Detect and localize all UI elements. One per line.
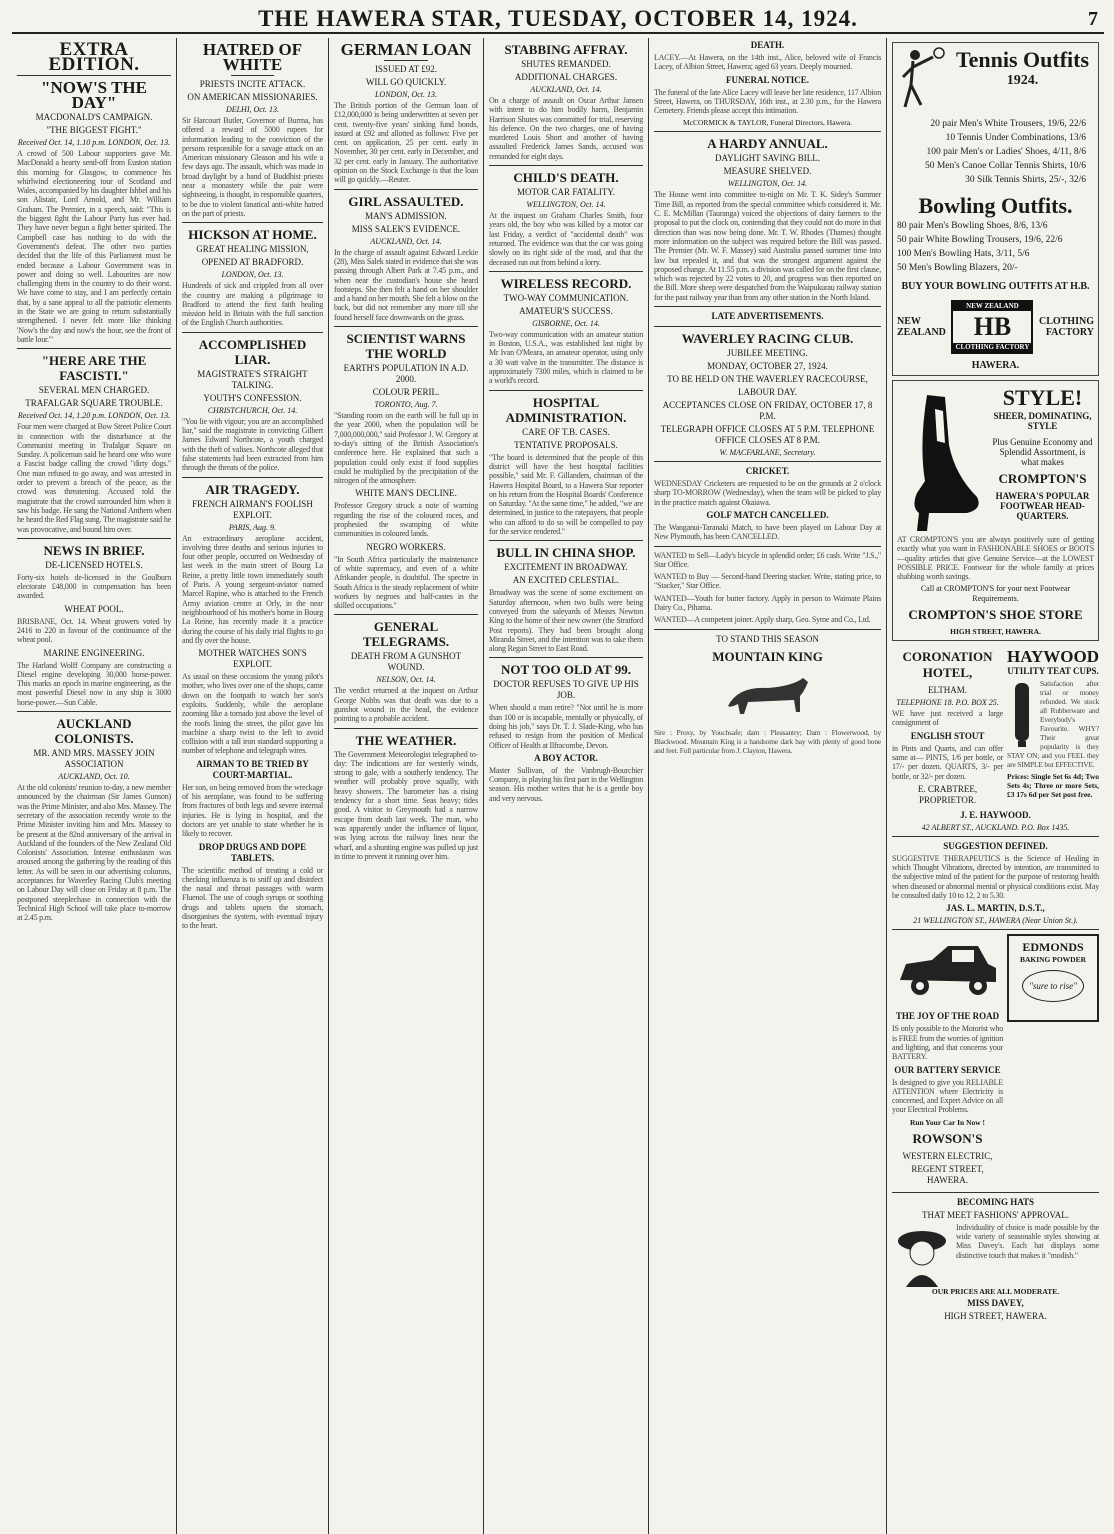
subheading: PRIESTS INCITE ATTACK. [199,79,306,89]
hb-text: NEW [897,316,921,327]
hb-logo-bottom: CLOTHING FACTORY [953,343,1031,352]
article-body: When should a man retire? "Not until he is more than 100 or is incapable, mentally or physically, of doing his job," says Dr. T. J. Slade-King, who has refused to resign from the position of Medical Officer of Health at Ilfracombe, Devon. [489,703,643,750]
subheading: MARINE ENGINEERING. [43,647,145,658]
tennis-player-icon [897,47,947,117]
classified-ad: WANTED to Sell—Lady's bicycle in splendid order; £6 cash. Write "J.S.," Star Office. [654,550,881,569]
dateline: CHRISTCHURCH, Oct. 14. [207,405,298,415]
article-body: On a charge of assault on Oscar Arthur Jansen with intent to do him bodily harm, Benjamin Harrison Shutes was committed for trial, reserving his defence. On the two charges, one of having murdered Louis Short and another of having assaulted Frederick James Sands, accused was remanded for eight days. [489,96,643,161]
suggestion-body: SUGGESTIVE THERAPEUTICS is the Science of Healing in which Thought Vibrations, directed by intention, are transmitted to the subjective mind of the patient for the purpose of restoring health when diseased or abnormal mental or physical conditions exist. May be consulted daily 10 to 12, 2 to 5.30. [892,853,1099,901]
dateline: DELHI, Oct. 13. [225,105,280,114]
notice-heading: DEATH. [750,40,785,50]
dateline: AUCKLAND, Oct. 10. [58,772,130,782]
dateline: AUCKLAND, Oct. 14. [530,85,602,94]
subheading: ADDITIONAL CHARGES. [514,72,618,82]
article-heading: GIRL ASSAULTED. [348,193,464,209]
subheading: OPENED AT BRADFORD. [201,257,304,268]
subheading: TENTATIVE PROPOSALS. [514,439,618,450]
dateline: LONDON, Oct. 13. [221,270,284,280]
hats-address: HIGH STREET, HAWERA. [944,1310,1047,1321]
column-4 [484,38,649,1534]
dateline: WELLINGTON, Oct. 14. [526,200,606,210]
notice-signature: McCORMICK & TAYLOR, Funeral Directors, Hawera. [683,118,852,128]
article-body: At the inquest on Graham Charles Smith, four years old, the boy who was killed by a motor car last Friday, a verdict of "accidental death" was returned. The evidence was that the car was going slowly on its right side of the road, and that the deceased ran out from behind a lorry. [489,211,643,267]
style-body: AT CROMPTON'S you are always positively sure of getting exactly what you want in FASHIONABLE SHOES or BOOTS—quality articles that give Genuine Service—at the LOWEST POSSIBLE PRICE. Footwear for the whole family at prices shabbing worth savings. [897,535,1094,582]
article-body: Her son, on being removed from the wreckage of his aeroplane, was found to be suffering from fractures of both legs and severe internal injuries. He is lying in hospital, and the doctors are yet unable to state whether he is likely to recover. [182,782,323,839]
tennis-title: Tennis Outfits [955,47,1090,72]
subheading: MACDONALD'S CAMPAIGN. [35,112,153,122]
classified-ad: WANTED to Buy — Second-hand Deering stacker. Write, stating price, to "Stacker," Star Office. [654,572,881,591]
suggestion-signature: JAS. L. MARTIN, D.S.T., [946,903,1045,914]
column-1 [12,38,177,1534]
edmonds-sub: BAKING POWDER [1019,955,1087,965]
article-body: The scientific method of treating a cold or checking influenza is to sniff up and disinfect the nasal and throat passages with warm Fluenol. The use of cough syrups or soothing drugs and tablets upsets the stomach, disorganises the system, with eventual injury to the heart. [182,865,323,931]
column-6-ads [887,38,1104,1534]
hb-town: HAWERA. [971,360,1020,371]
article-body: The House went into committee to-night on Mr. T. K. Sidey's Summer Time Bill, as reported from the special committee which considered it. Mr. C. E. McMillan (Tauranga) voiced the objections of dairy farmers to the proposal to put the clock on, contending that they could not do more in that direction than was now being done. Mr. T. W. Rhodes (Thames) thought more information on the subject was required before the Bill was passed. The Premier (Mr. W. F. Massey) said Australia passed summer time into law but repealed it, and that was the strongest argument against the proposed change. At 11.55 p.m. a division was called for on the first clause, which was rejected by 22 votes to 20, and progress was then reported on the Bill. More sheep were despatched from the Waipukurau railway station for the past railway year than from any other station in the North Island. [654,190,881,302]
subheading: SHUTES REMANDED. [521,59,611,69]
article-body: "In South Africa particularly the maintenance of white supremacy, and even of a white Afrikander people, is doubtful. The spectre in South Africa is the steady replacement of white workers by negroes and half-castes in the skilled occupations." [334,554,478,611]
article-body: The British portion of the German loan of £12,000,000 is being underwritten at seven per cent. twenty-five years' sinking fund bonds, issued at £92 and allotted as follows: Five per cent. on application, 25 per cent. early in November, 30 per cent. early in December, and 32 per cent. early in January. The authoritative opinion on the Stock Exchange is that the loan will go quickly.—Reuter. [334,101,478,185]
tennis-year: 1924. [1006,73,1039,88]
subheading: "THE BIGGEST FIGHT." [46,125,142,135]
hats-body: Individuality of choice is made possible by the wide variety of seasonable styles showing at Miss Davey's. Each hat displays some distinctive touch that makes it "modish." [956,1222,1099,1260]
rowson-heading: ROWSON'S [912,1130,983,1146]
dateline: Received Oct. 14, 1.10 p.m. LONDON, Oct. 13. [17,138,171,147]
road-body: IS only possible to the Motorist who is FREE from the worries of ignition and lighting, and that concerns your BATTERY. [892,1024,1003,1062]
tennis-item: 10 Tennis Under Combinations, 13/6 [945,133,1086,143]
hotel-signature: E. CRABTREE, PROPRIETOR. [917,783,978,805]
subheading: WHEAT POOL. [64,603,124,614]
masthead [12,6,1104,34]
haywood-body: Satisfaction after trial or money refunded. We stock all Rubberware and Everybody's Favourite. WHY? Their great popularity is they STAY ON; and you FEEL they are SIMPLE but EFFECTIVE. [1007,679,1099,770]
style-title: STYLE! [1002,385,1083,410]
hb-tennis-ad [892,42,1099,376]
hats-signature: MISS DAVEY, [967,1297,1024,1308]
dateline: TORONTO, Aug. 7. [374,400,438,410]
suggestion-address: 21 WELLINGTON ST., HAWERA (Near Union St.). [913,916,1078,926]
section-heading: LATE ADVERTISEMENTS. [711,311,824,322]
ad-body: WEDNESDAY Cricketers are requested to be on the grounds at 2 o'clock sharp TO-MORROW (Wednesday), when the team will be picked to play in the practice match against Okaiawa. [654,479,881,507]
haywood-brand: HAYWOOD [1007,647,1099,667]
subheading: TWO-WAY COMMUNICATION. [503,292,629,303]
subheading: WHITE MAN'S DECLINE. [355,488,457,499]
hotel-heading: CORONATION HOTEL, [902,649,993,681]
tennis-item: 20 pair Men's White Trousers, 19/6, 22/6 [930,119,1086,129]
cromptons-brand: CROMPTON'S [998,471,1087,486]
hb-text: CLOTHING [1038,316,1094,327]
battery-cta: Run Your Car In Now ! [909,1117,986,1127]
article-heading: HATRED OF WHITE [202,40,303,74]
page-number: 7 [1088,8,1098,30]
columns [12,38,1104,1534]
ad-line: LABOUR DAY. [737,387,797,398]
article-heading: THE WEATHER. [355,732,457,748]
hb-logo-row [897,300,1094,354]
article-body: At the old colonists' reunion to-day, a new member announced by the chairman (Sir James Gunson) was the Prime Minister, and also Mrs. Massey. The secretary of the association recently wrote to the Prime Minister inviting him and Mrs. Massey to be present at the 82nd anniversary of the arrival in Auckland of the founders of the New Zealand Old Colonists' Association. Intense enthusiasm was aroused among the gathering by the reading of this letter. As will be seen in our advertising columns, acceptances for Waverley Racing Club's meeting on Labour Day will close on Friday at 8 p.m. The postponed steeplechase in connection with the Technical High School will take place to-morrow at 2.45 p.m. [17,783,171,923]
subheading: DOCTOR REFUSES TO GIVE UP HIS JOB. [493,679,639,701]
column-2 [177,38,329,1534]
hb-logo-top: NEW ZEALAND [953,302,1031,311]
bowling-footer: BUY YOUR BOWLING OUTFITS AT H.B. [901,281,1090,292]
lady-hat-illustration [892,1223,952,1287]
ad-signature: W. MACFARLANE, Secretary. [719,448,816,458]
edmonds-tag: "sure to rise" [1022,970,1084,1002]
subheading: DEATH FROM A GUNSHOT WOUND. [350,651,462,673]
article-heading: AIR TRAGEDY. [205,481,300,497]
article-heading: "HERE ARE THE FASCISTI." [41,353,147,384]
dateline: Received Oct. 14, 1.20 p.m. LONDON, Oct. 13. [17,411,171,421]
column-3 [329,38,484,1534]
article-body: Professor Gregory struck a note of warning regarding the rise of the coloured races, and prophesied the swamping of white communities in coloured lands. [334,501,478,539]
stud-name: MOUNTAIN KING [712,648,823,664]
article-body: "You lie with vigour; you are an accomplished liar," said the magistrate in convicting Gilbert James Edward Northcote, a youth charged with the theft of valises. Northcote alleged that false statements had been extracted from him through the threats of the police. [182,416,323,473]
article-body: The Harland Wolff Company are constructing a Diesel engine developing 30,000 horse-power. This marks an epoch in marine engineering, as the most powerful Diesel now in any ship is 3000 horse-power.—Sun Cable. [17,660,171,707]
bowling-item: 50 pair White Bowling Trousers, 19/6, 22/6 [897,235,1063,245]
hb-logo-mark: HB [973,312,1012,341]
article-heading: GERMAN LOAN [340,40,472,59]
article-body: In the charge of assault against Edward Leckie (28), Miss Salek stated in evidence that she was passing through Albert Park at 7.45 p.m., and when near the custodian's house she heard footsteps. She then felt a hand on her shoulder and a hand on her mouth. She felt a blow on the back, but did not remember any more till she found herself face downwards on the grass. [334,247,478,322]
hats-heading: BECOMING HATS [956,1196,1035,1207]
dateline: AUCKLAND, Oct. 14. [370,236,442,246]
dateline: LONDON, Oct. 13. [374,90,437,99]
subheading: AN EXCITED CELESTIAL. [512,575,620,586]
article-body: Broadway was the scene of some excitement on Saturday afternoon, when two bulls were being conveyed from the saleyards of Messrs Newton King to the home of their new owner (the Stratford Post reports). They had been brought along Miranda Street, and the intention was to take them along Regan Street to East Road. [489,588,643,654]
article-body: Four men were charged at Bow Street Police Court in connection with the disturbance at the Communist meeting in Trafalgar Square on Sunday. A policeman said he heard one who wore a Fascist badge calling the crowd "dirty dogs." One man refused to go away, and was arrested in order to prevent a breach of the peace, as the crowd was threatening. Accused told the magistrate that the crowd surrounded him when it saw his badge. He sang the National Anthem when he heard the Red Flag sung. The magistrate said he was provocative, and bound him over. [17,422,171,534]
ad-heading: WAVERLEY RACING CLUB. [681,331,854,347]
subheading: MAGISTRATE'S STRAIGHT TALKING. [197,368,308,390]
notice-heading: FUNERAL NOTICE. [725,74,809,85]
article-heading: A HARDY ANNUAL. [707,136,828,152]
style-call: Call at CROMPTON'S for your next Footwear Requirements. [920,584,1071,603]
article-body: Master Sullivan, of the Vanbrugh-Bourchier Company, is playing his first part in the Wellington season. His mother writes that he is a gentle boy and very nervous. [489,765,643,803]
subheading: ISSUED AT £92. [374,64,438,74]
article-body: The Government Meteorologist telegraphed to-day: The indications are for westerly winds, strong to gale, with a southerly tendency. The weather will probably prove squally, with heavy showers. The barometer has a rising tendency for a short time. Seas heavy; tides good. A visitor to Greymouth had a narrow escape from death last week. The man, who was apparently under the influence of liquor, was lying across the railway lines near the wharf, and a shunting engine was pulled up just in time to prevent it running over him. [334,749,478,861]
suggestion-heading: SUGGESTION DEFINED. [943,840,1048,851]
edition-heading: EXTRA EDITION. [17,42,171,76]
hotel-stout: ENGLISH STOUT [910,730,985,741]
article-heading: AUCKLAND COLONISTS. [54,716,134,747]
dateline: PARIS, Aug. 9. [228,522,277,532]
ad-heading: GOLF MATCH CANCELLED. [706,509,829,520]
subheading: EARTH'S POPULATION IN A.D. 2000. [343,363,469,385]
article-heading: "NOW'S THE DAY" [41,78,147,112]
style-line: HAWERA'S POPULAR FOOTWEAR HEAD-QUARTERS. [995,491,1090,521]
article-heading: NOT TOO OLD AT 99. [501,662,631,678]
article-body: Sir Harcourt Butler, Governor of Burma, has offered a reward of 5000 rupees for information leading to the conviction of the persons responsible for a savage attack on an American missionary Gleason and his wife a few days ago. The assault, which was made in broad daylight by a band of Buddhist priests near a monastery while the pair were sightseeing, is thought, in responsible quarters, to be due to violent fanatical anti-white hatred on the part of priests. [182,116,323,218]
subheading: MISS SALEK'S EVIDENCE. [351,223,461,234]
hats-sub: THAT MEET FASHIONS' APPROVAL. [922,1209,1069,1220]
cromptons-shoe-ad [892,380,1099,641]
hotel-telephone: TELEPHONE 18. P.O. BOX 25. [896,698,999,708]
subheading: MOTHER WATCHES SON'S EXPLOIT. [198,648,307,670]
subheading: COLOUR PERIL. [372,387,440,398]
notice-body: The funeral of the late Alice Lacey will leave her late residence, 117 Albion Street, Hawera, on THURSDAY, 16th inst., at 2.30 p.m., for the Hawera Cemetery. Friends please accept this intimation. [654,87,881,116]
article-heading: STABBING AFFRAY. [504,42,628,57]
stud-body: Sire : Proxy, by Youchsafe; dam : Pleasantry; Dam : Flowerwood, by Blackwood. Mountain King is a handsome dark bay with plenty of good bone and feet. Full particular from J. Clayton, Hawera. [654,727,881,755]
hb-text: FACTORY [1045,327,1094,338]
haywood-sub: UTILITY TEAT CUPS. [1007,666,1099,677]
article-heading: HOSPITAL ADMINISTRATION. [505,394,627,425]
subheading: GREAT HEALING MISSION, [196,244,309,255]
article-body: "The board is determined that the people of this district will have the best hospital facilities possible," said Mr. F. Gillanders, chairman of the Hawera Hospital Board, to a Hawera Star reporter on his return from the Hospital Boards' Conference on Saturday. "At the same time," he added, "we are determined, in justice to the ratepayers, that people who can afford to do so will be compelled to pay for the service rendered." [489,452,643,537]
style-sub: SHEER, DOMINATING, STYLE [993,411,1092,431]
masthead-title: THE HAWERA STAR, TUESDAY, OCTOBER 14, 1924. [258,6,858,31]
subheading: MOTOR CAR FATALITY. [516,187,616,198]
hotel-body: WE have just received a large consignment of [892,709,1004,728]
article-body: Forty-six hotels de-licensed in the Goulburn electorate £48,000 in compensation has been awarded. [17,572,171,601]
subheading: SEVERAL MEN CHARGED. [38,385,150,396]
cromptons-address: HIGH STREET, HAWERA. [950,627,1041,637]
subheading: EXCITEMENT IN BROADWAY. [504,562,628,573]
ad-line: ACCEPTANCES CLOSE ON FRIDAY, OCTOBER 17, 8 P.M. [662,400,873,422]
shoe-illustration [897,385,987,535]
road-heading: THE JOY OF THE ROAD [895,1011,1000,1022]
classified-ad: WANTED—A competent joiner. Apply sharp, Geo. Syme and Co., Ltd. [654,615,871,625]
hotel-prices: in Pints and Quarts, and can offer same at— PINTS, 1/6 per bottle, or 17/- per dozen. QUARTS, 3/- per bottle, or 32/- per dozen. [892,743,1004,781]
subheading: FRENCH AIRMAN'S FOOLISH EXPLOIT. [192,498,313,520]
ad-line: MONDAY, OCTOBER 27, 1924. [707,361,828,372]
subheading: DROP DRUGS AND DOPE TABLETS. [198,841,307,863]
subheading: AMATEUR'S SUCCESS. [519,305,613,316]
tennis-item: 50 Men's Canoe Collar Tennis Shirts, 10/6 [924,161,1086,171]
tennis-item: 30 Silk Tennis Shirts, 25/-, 32/6 [965,175,1086,185]
article-body: "Standing room on the earth will be full up in the year 2000, when the population will be 7,000,000,000," said Professor J. W. Gregory at to-day's sitting of the British Association's conference here. He explained that such a population could only exist if food supplies could be multiplied by the precipitation of the nitrogen of the atmosphere. [334,411,478,486]
teat-cup-icon [1007,679,1037,749]
article-heading: HICKSON AT HOME. [188,227,317,243]
bowling-item: 80 pair Men's Bowling Shoes, 8/6, 13/6 [897,221,1048,231]
subheading: NEGRO WORKERS. [366,541,446,552]
bowling-title: Bowling Outfits. [918,193,1073,218]
classified-ad: WANTED—Youth for butter factory. Apply in person to Waimate Plains Dairy Co., Pihama. [654,593,881,613]
subheading: AIRMAN TO BE TRIED BY COURT-MARTIAL. [196,758,309,780]
dateline: GISBORNE, Oct. 14. [532,318,600,328]
article-heading: WIRELESS RECORD. [500,275,632,291]
article-body: An extraordinary aeroplane accident, involving three deaths and serious injuries to four other people, occurred on Wednesday of last week in the main street of Bourg La Reine, a pretty little town immediately south of Paris. A young sergeant-aviator named Marcel Rapine, who is attached to the French Army aviation centre at Orly, in the near neighbourhood of his mother's home in Bourg La Reine, has recently made it a practice during the course of his daily trial flights to go and fly over the house. [182,533,323,645]
haywood-signature: J. E. HAYWOOD. [960,809,1031,820]
bowling-item: 50 Men's Bowling Blazers, 20/- [897,263,1018,273]
subheading: ON AMERICAN MISSIONARIES. [187,92,318,102]
notice-body: LACEY.—At Hawera, on the 14th inst., Alice, beloved wife of Francis Lacey, of Albion Street, Hawera; aged 63 years. Deeply mourned. [654,53,881,72]
article-body: BRISBANE, Oct. 14. Wheat growers voted by 2416 to 220 in favour of the continuance of the wheat pool. [17,616,171,645]
hats-footer: OUR PRICES ARE ALL MODERATE. [931,1286,1060,1296]
stud-heading: TO STAND THIS SEASON [716,633,819,644]
haywood-prices: Prices: Single Set 6s 4d; Two Sets 4s; Three or more Sets, £3 17s 6d per Set post free. [1007,772,1099,800]
bowling-item: 100 Men's Bowling Hats, 3/11, 5/6 [897,249,1030,259]
subheading: MAN'S ADMISSION. [365,210,447,221]
ad-line: TELEGRAPH OFFICE CLOSES AT 5 P.M. TELEPHONE OFFICE CLOSES AT 8 P.M. [660,424,875,446]
article-heading: GENERAL TELEGRAMS. [362,619,450,650]
battery-body: Is designed to give you RELIABLE ATTENTION where Electricity is concerned, and Expert Advice on all your Electrical Problems. [892,1077,1003,1115]
dateline: NELSON, Oct. 14. [376,675,436,685]
tennis-item: 100 pair Men's or Ladies' Shoes, 4/11, 8/6 [926,147,1086,157]
column-5 [649,38,887,1534]
ad-line: TO BE HELD ON THE WAVERLEY RACECOURSE, [667,374,868,385]
edmonds-brand: EDMONDS [1022,940,1084,955]
article-heading: BULL IN CHINA SHOP. [496,545,636,561]
article-heading: NEWS IN BRIEF. [43,542,145,558]
subheading: A BOY ACTOR. [534,752,598,763]
article-body: A crowd of 500 Labour supporters gave Mr. MacDonald a hearty send-off from Euston station this morning for Glasgow, to commence his whirlwind electioneering tour of Scotland and Wales, accompanied by his daughter Ishbel and his son Alistair, Lord Arnold, and Mr. William Graham. The Premier, in a speech, said: "This is the biggest fight the Labour Party has ever had. They have never begun a fight better spirited. The Campbell case has nothing to do with the Government's defeat. The other two parties decided that the life of this Parliament must be ended because a Labour Government was in power and doing so well. Labourites are now challenging them in the country to do their worst. We have come to stay, and I am perfectly certain that, by a sane appeal to all the patriotic elements in the State we are going to return substantially strengthened. I never felt more like thinking 'Now's the day and now's the hour, see the front of battle lour.'" [17,149,171,344]
dateline: WELLINGTON, Oct. 14. [727,179,808,189]
article-body: Hundreds of sick and crippled from all over the country are making a pilgrimage to Bradford to attend the first faith healing mission held in Britain with the full sanction of the English Church authorities. [182,281,323,328]
battery-heading: OUR BATTERY SERVICE [894,1064,1001,1075]
subheading: YOUTH'S CONFESSION. [203,392,302,403]
article-body: As usual on these occasions the young pilot's mother, who lives over one of the shops, came down on the footpath to watch her son's exploits. Suddenly, while the aeroplane zooming like a tornado just above the level of the roofs lining the street, the pilot gave his machine a sharp twist to the left to avoid collision with a tall iron standard supporting a number of telephone and telegraph wires. [182,672,323,756]
subheading: DAYLIGHT SAVING BILL. [714,153,821,164]
hotel-town: ELTHAM. [928,685,967,696]
subheading: MR. AND MRS. MASSEY JOIN ASSOCIATION [33,748,155,770]
article-body: The verdict returned at the inquest on Arthur George Nobbs was that death was due to a gunshot wound in the head, the evidence pointing to a probable accident. [334,686,478,724]
haywood-address: 42 ALBERT ST., AUCKLAND. P.O. Box 1435. [921,822,1070,832]
style-line: Plus Genuine Economy and Splendid Assortment, is what makes [992,437,1093,467]
article-body: Two-way communication with an amateur station in Boston, U.S.A., was established last night by Mr Ivan O'Meara, an amateur operator, using only a 30 watt valve in the transmitter. The distance is approximately 7300 miles, which is claimed to be a world's record. [489,329,643,386]
cromptons-store: CROMPTON'S SHOE STORE [908,607,1083,623]
ad-heading: CRICKET. [745,466,790,477]
subheading: WILL GO QUICKLY. [365,77,447,87]
ad-body: The Wanganui-Taranaki Match, to have been played on Labour Day at New Plymouth, has been CANCELLED. [654,522,881,542]
rowson-address: REGENT STREET, HAWERA. [911,1163,984,1185]
subheading: CARE OF T.B. CASES. [522,426,610,437]
rowson-sub: WESTERN ELECTRIC, [902,1150,993,1161]
ad-line: JUBILEE MEETING. [727,348,808,359]
article-heading: ACCOMPLISHED LIAR. [198,336,307,367]
article-heading: SCIENTIST WARNS THE WORLD [346,331,466,362]
hb-text: ZEALAND [897,327,946,338]
edmonds-ad [1007,934,1099,1022]
subheading: TRAFALGAR SQUARE TROUBLE. [25,398,163,409]
car-illustration [892,934,1002,1004]
hb-logo [951,300,1033,354]
horse-illustration [708,666,828,726]
subheading: MEASURE SHELVED. [723,166,812,177]
article-heading: CHILD'S DEATH. [513,170,619,186]
subheading: DE-LICENSED HOTELS. [45,559,143,570]
